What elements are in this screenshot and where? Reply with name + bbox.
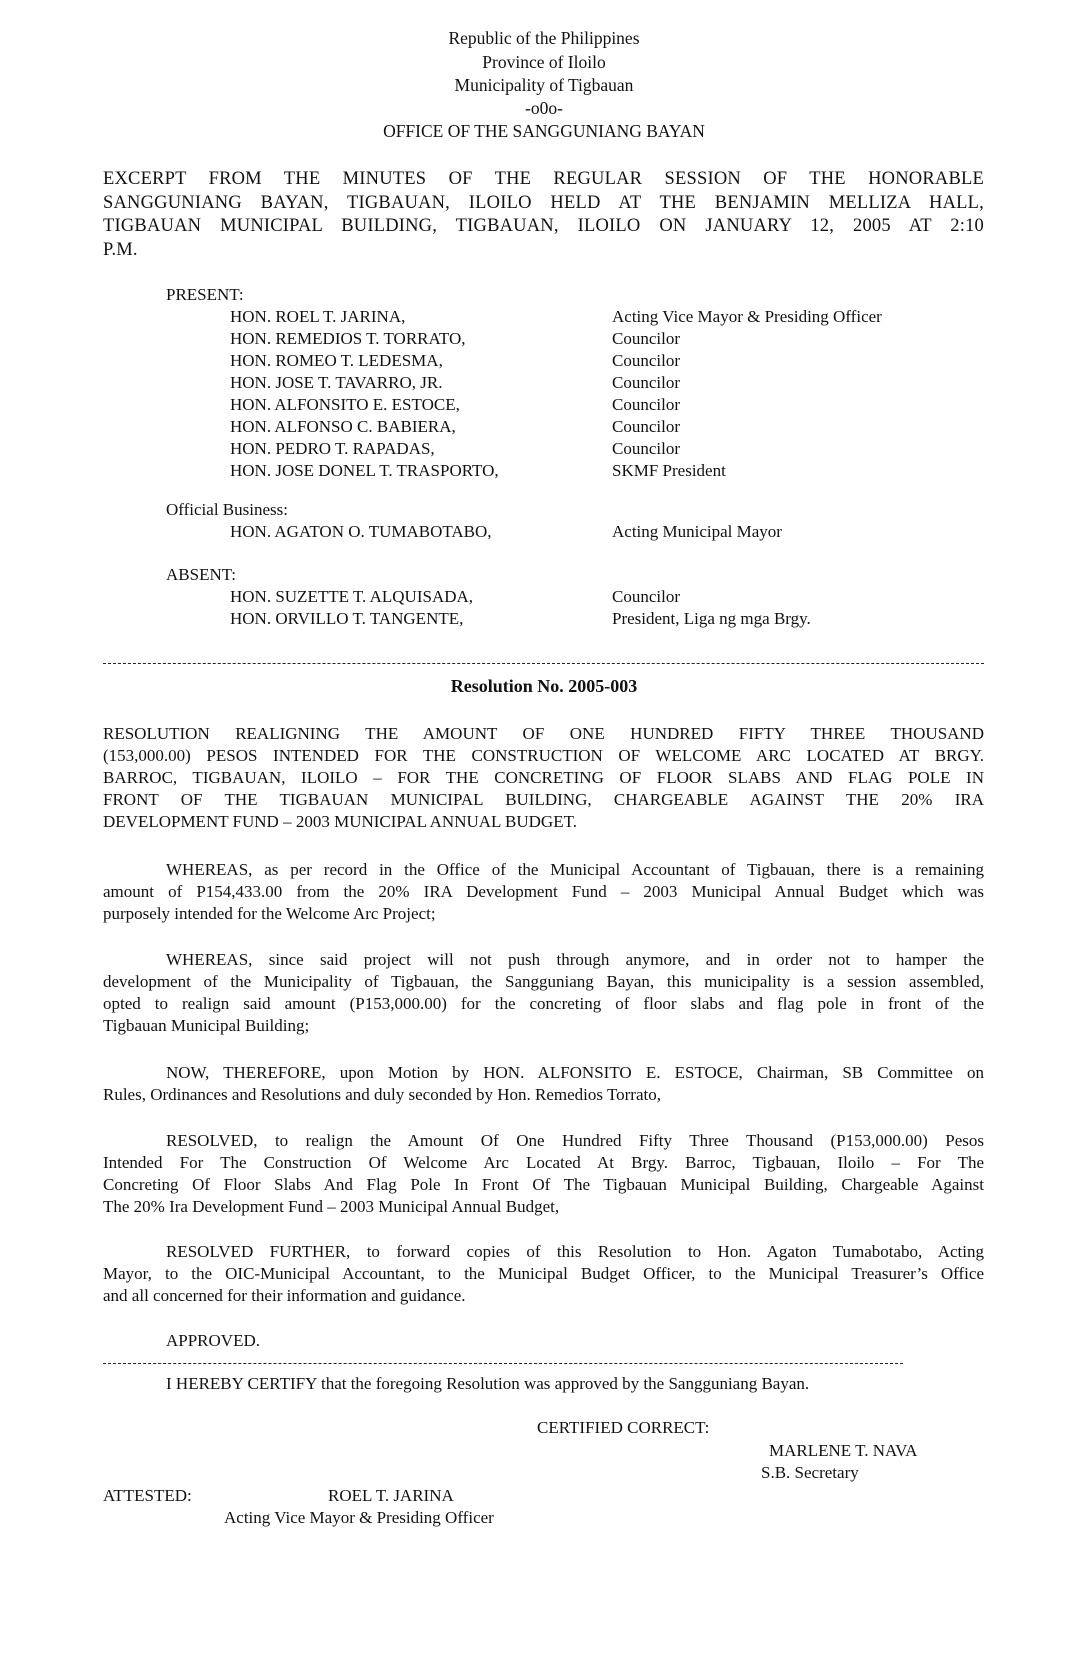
header-separator: -o0o- bbox=[525, 98, 563, 118]
resolution-title-line: (153,000.00) PESOS INTENDED FOR THE CONSTRUCTION OF WELCOME ARC LOCATED AT BRGY. bbox=[103, 746, 984, 765]
paragraph-line: Mayor, to the OIC-Municipal Accountant, to the Municipal Budget Officer, to the Municipal Treasurer’s Office bbox=[103, 1264, 984, 1283]
excerpt-line: EXCERPT FROM THE MINUTES OF THE REGULAR SESSION OF THE HONORABLE bbox=[103, 169, 984, 189]
paragraph-line: RESOLVED, to realign the Amount Of One Hundred Fifty Three Thousand (P153,000.00) Pesos bbox=[166, 1131, 984, 1150]
certified-correct-label: CERTIFIED CORRECT: bbox=[537, 1418, 710, 1437]
approved-label: APPROVED. bbox=[166, 1331, 260, 1350]
now-therefore-paragraph bbox=[103, 1062, 984, 1106]
paragraph-line: The 20% Ira Development Fund – 2003 Municipal Annual Budget, bbox=[103, 1197, 560, 1216]
resolution-title-line: FRONT OF THE TIGBAUAN MUNICIPAL BUILDING, CHARGEABLE AGAINST THE 20% IRA bbox=[103, 790, 984, 809]
member-name: HON. ALFONSITO E. ESTOCE, bbox=[230, 395, 460, 414]
secretary-title: S.B. Secretary bbox=[761, 1463, 859, 1482]
resolution-title-line: DEVELOPMENT FUND – 2003 MUNICIPAL ANNUAL BUDGET. bbox=[103, 812, 577, 831]
paragraph-line: Tigbauan Municipal Building; bbox=[103, 1016, 310, 1035]
paragraph-line: amount of P154,433.00 from the 20% IRA Development Fund – 2003 Municipal Annual Budget which was bbox=[103, 882, 984, 901]
member-name: HON. JOSE DONEL T. TRASPORTO, bbox=[230, 461, 499, 480]
attester-title: Acting Vice Mayor & Presiding Officer bbox=[224, 1508, 494, 1527]
member-role: Acting Vice Mayor & Presiding Officer bbox=[612, 307, 882, 326]
paragraph-line: opted to realign said amount (P153,000.00) for the concreting of floor slabs and flag pole in front of the bbox=[103, 994, 984, 1013]
member-name: HON. ORVILLO T. TANGENTE, bbox=[230, 609, 464, 628]
excerpt-line: TIGBAUAN MUNICIPAL BUILDING, TIGBAUAN, ILOILO ON JANUARY 12, 2005 AT 2:10 bbox=[103, 216, 984, 236]
whereas-paragraph-1 bbox=[103, 859, 984, 925]
member-role: Councilor bbox=[612, 417, 680, 436]
paragraph-line: purposely intended for the Welcome Arc Project; bbox=[103, 904, 436, 923]
divider-dashed bbox=[103, 1363, 903, 1364]
paragraph-line: Concreting Of Floor Slabs And Flag Pole In Front Of The Tigbauan Municipal Building, Chargeable Against bbox=[103, 1175, 984, 1194]
secretary-name: MARLENE T. NAVA bbox=[769, 1441, 918, 1460]
member-role: Councilor bbox=[612, 587, 680, 606]
member-role: Councilor bbox=[612, 351, 680, 370]
divider-dashed bbox=[103, 663, 984, 664]
member-role: Councilor bbox=[612, 439, 680, 458]
header-republic: Republic of the Philippines bbox=[448, 28, 640, 48]
member-role: Acting Municipal Mayor bbox=[612, 522, 782, 541]
member-name: HON. JOSE T. TAVARRO, JR. bbox=[230, 373, 443, 392]
excerpt-heading bbox=[103, 168, 984, 262]
paragraph-line: and all concerned for their information and guidance. bbox=[103, 1286, 466, 1305]
member-name: HON. AGATON O. TUMABOTABO, bbox=[230, 522, 492, 541]
paragraph-line: RESOLVED FURTHER, to forward copies of this Resolution to Hon. Agaton Tumabotabo, Acting bbox=[166, 1242, 984, 1261]
header-municipality: Municipality of Tigbauan bbox=[454, 75, 634, 95]
member-name: HON. PEDRO T. RAPADAS, bbox=[230, 439, 435, 458]
resolved-paragraph bbox=[103, 1130, 984, 1218]
header-office: OFFICE OF THE SANGGUNIANG BAYAN bbox=[383, 121, 705, 141]
certification-statement: I HEREBY CERTIFY that the foregoing Resolution was approved by the Sangguniang Bayan. bbox=[166, 1374, 810, 1393]
member-name: HON. ALFONSO C. BABIERA, bbox=[230, 417, 456, 436]
header-province: Province of Iloilo bbox=[482, 52, 606, 72]
resolution-title-line: RESOLUTION REALIGNING THE AMOUNT OF ONE HUNDRED FIFTY THREE THOUSAND bbox=[103, 724, 984, 743]
paragraph-line: Rules, Ordinances and Resolutions and duly seconded by Hon. Remedios Torrato, bbox=[103, 1085, 661, 1104]
member-name: HON. ROEL T. JARINA, bbox=[230, 307, 406, 326]
member-role: President, Liga ng mga Brgy. bbox=[612, 609, 811, 628]
excerpt-line: P.M. bbox=[103, 239, 138, 260]
member-name: HON. ROMEO T. LEDESMA, bbox=[230, 351, 443, 370]
member-role: Councilor bbox=[612, 373, 680, 392]
paragraph-line: WHEREAS, since said project will not push through anymore, and in order not to hamper the bbox=[166, 950, 984, 969]
resolved-further-paragraph bbox=[103, 1241, 984, 1307]
member-role: Councilor bbox=[612, 395, 680, 414]
member-role: Councilor bbox=[612, 329, 680, 348]
attester-name: ROEL T. JARINA bbox=[328, 1486, 454, 1505]
absent-label: ABSENT: bbox=[166, 565, 236, 584]
member-name: HON. SUZETTE T. ALQUISADA, bbox=[230, 587, 474, 606]
member-name: HON. REMEDIOS T. TORRATO, bbox=[230, 329, 466, 348]
resolution-title bbox=[103, 723, 984, 833]
resolution-title-line: BARROC, TIGBAUAN, ILOILO – FOR THE CONCRETING OF FLOOR SLABS AND FLAG POLE IN bbox=[103, 768, 984, 787]
paragraph-line: development of the Municipality of Tigbauan, the Sangguniang Bayan, this municipality is a session assembled, bbox=[103, 972, 984, 991]
member-role: SKMF President bbox=[612, 461, 726, 480]
paragraph-line: Intended For The Construction Of Welcome Arc Located At Brgy. Barroc, Tigbauan, Iloilo – For The bbox=[103, 1153, 984, 1172]
paragraph-line: WHEREAS, as per record in the Office of the Municipal Accountant of Tigbauan, there is a remaining bbox=[166, 860, 984, 879]
present-label: PRESENT: bbox=[166, 285, 244, 304]
whereas-paragraph-2 bbox=[103, 949, 984, 1037]
paragraph-line: NOW, THEREFORE, upon Motion by HON. ALFONSITO E. ESTOCE, Chairman, SB Committee on bbox=[166, 1063, 984, 1082]
attested-label: ATTESTED: bbox=[103, 1486, 192, 1505]
resolution-number: Resolution No. 2005-003 bbox=[450, 676, 638, 696]
excerpt-line: SANGGUNIANG BAYAN, TIGBAUAN, ILOILO HELD AT THE BENJAMIN MELLIZA HALL, bbox=[103, 192, 984, 213]
official-business-label: Official Business: bbox=[166, 500, 288, 519]
